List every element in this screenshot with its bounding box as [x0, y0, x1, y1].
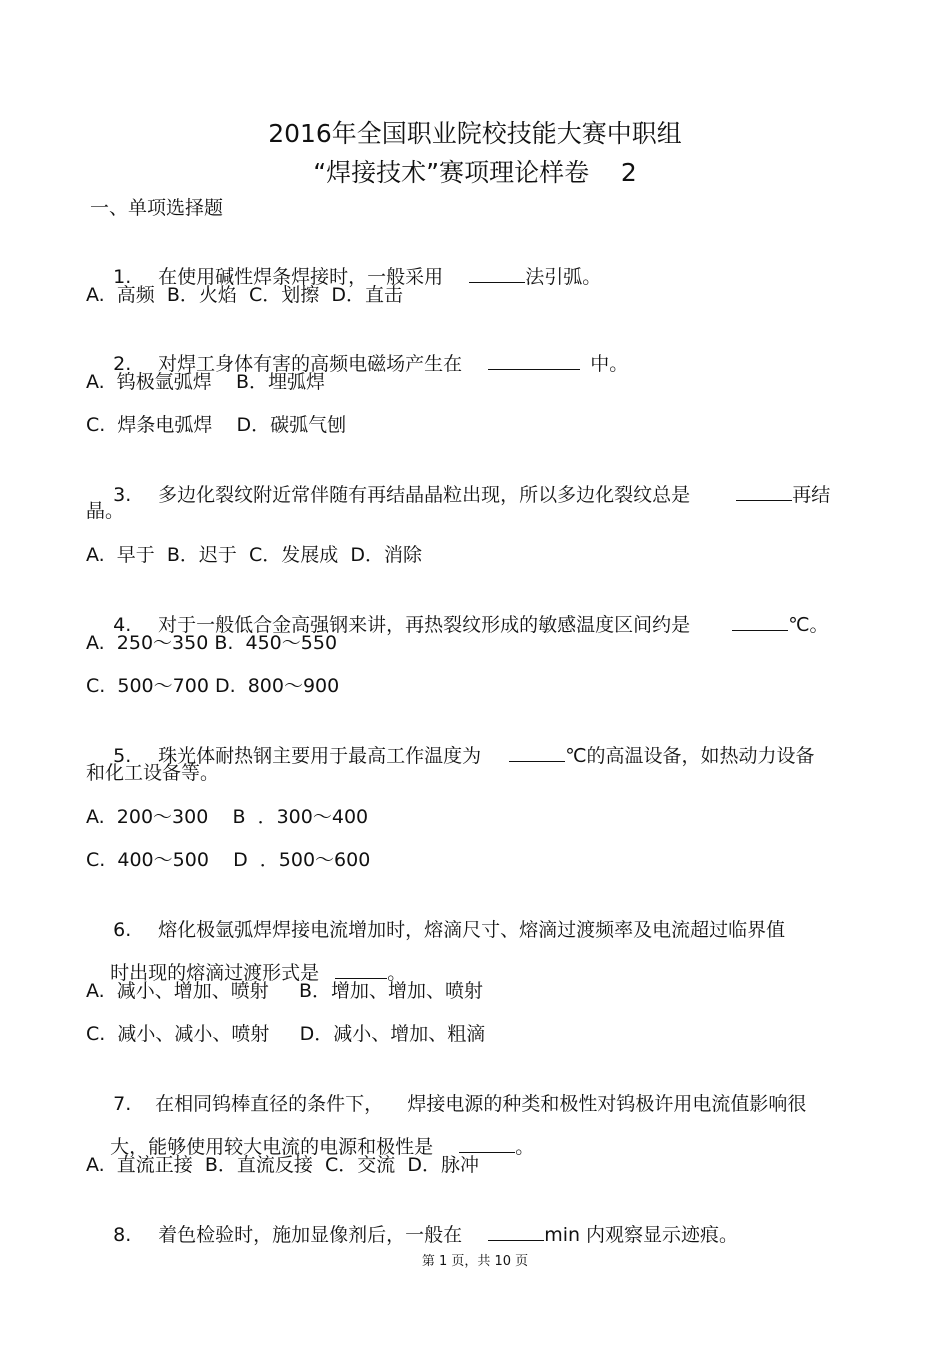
- answer-blank: [509, 743, 565, 762]
- question-text-after: 。: [515, 1136, 535, 1158]
- options-5a: A. 200～300 B ．300～400: [86, 806, 369, 828]
- question-number: 5.: [113, 745, 132, 767]
- options-6a: A. 减小、增加、喷射 B．增加、增加、喷射: [86, 980, 484, 1002]
- question-text: 对焊工身体有害的高频电磁场产生在: [158, 353, 463, 375]
- question-text: 大，能够使用较大电流的电源和极性是: [110, 1136, 434, 1158]
- question-text-after: 。: [387, 962, 407, 984]
- question-text-after: ℃的高温设备，如热动力设备: [565, 745, 815, 767]
- section-heading: 一、单项选择题: [90, 197, 224, 219]
- answer-blank: [459, 1134, 515, 1153]
- question-number: 3.: [113, 484, 132, 506]
- answer-blank: [335, 960, 387, 979]
- title-line-1: 2016年全国职业院校技能大赛中职组: [268, 119, 682, 148]
- question-text: 熔化极氩弧焊焊接电流增加时，熔滴尺寸、熔滴过渡频率及电流超过临界值: [158, 919, 786, 941]
- question-text: 时出现的熔滴过渡形式是: [110, 962, 320, 984]
- question-text: 在相同钨棒直径的条件下， 焊接电源的种类和极性对钨极许用电流值影响很: [155, 1093, 807, 1115]
- question-text-after: 再结: [792, 484, 831, 506]
- question-text: 在使用碱性焊条焊接时，一般采用: [158, 266, 444, 288]
- options-2a: A. 钨极氩弧焊 B．埋弧焊: [86, 371, 325, 393]
- question-text-after: ℃。: [788, 614, 829, 636]
- page-footer: 第 1 页，共 10 页: [421, 1254, 529, 1269]
- answer-blank: [469, 264, 525, 283]
- answer-blank: [736, 482, 792, 501]
- question-number: 4.: [113, 614, 132, 636]
- title-line-2: “焊接技术”赛项理论样卷 2: [313, 158, 637, 187]
- question-5-cont: 和化工设备等。: [86, 762, 220, 784]
- question-text: 着色检验时，施加显像剂后，一般在: [158, 1224, 463, 1246]
- question-number: 2.: [113, 353, 132, 375]
- question-3: [89, 456, 830, 534]
- options-7a: A. 直流正接 B．直流反接 C．交流 D．脉冲: [86, 1154, 479, 1176]
- question-text-after: 中。: [590, 353, 629, 375]
- question-number: 8.: [113, 1224, 132, 1246]
- question-number: 7.: [113, 1093, 132, 1115]
- question-number: 6.: [113, 919, 132, 941]
- question-number: 1.: [113, 266, 132, 288]
- options-6b: C. 减小、减小、喷射 D．减小、增加、粗滴: [86, 1023, 486, 1045]
- options-4b: C. 500～700 D. 800～900: [86, 675, 340, 697]
- answer-blank: [488, 351, 580, 370]
- question-text-after: min 内观察显示迹痕。: [544, 1224, 739, 1246]
- options-5b: C. 400～500 D ．500～600: [86, 849, 371, 871]
- answer-blank: [732, 612, 788, 631]
- options-4a: A. 250～350 B. 450～550: [86, 632, 338, 654]
- question-text: 珠光体耐热钢主要用于最高工作温度为: [158, 745, 482, 767]
- options-1a: A. 高频 B．火焰 C．划擦 D．直击: [86, 284, 403, 306]
- question-text-after: 法引弧。: [525, 266, 602, 288]
- answer-blank: [488, 1222, 544, 1241]
- question-text: 多边化裂纹附近常伴随有再结晶晶粒出现，所以多边化裂纹总是: [158, 484, 691, 506]
- options-2b: C. 焊条电弧焊 D．碳弧气刨: [86, 414, 347, 436]
- question-3-cont: 晶。: [86, 500, 125, 522]
- options-3a: A. 早于 B．迟于 C．发展成 D．消除: [86, 544, 422, 566]
- question-text: 对于一般低合金高强钢来讲，再热裂纹形成的敏感温度区间约是: [158, 614, 691, 636]
